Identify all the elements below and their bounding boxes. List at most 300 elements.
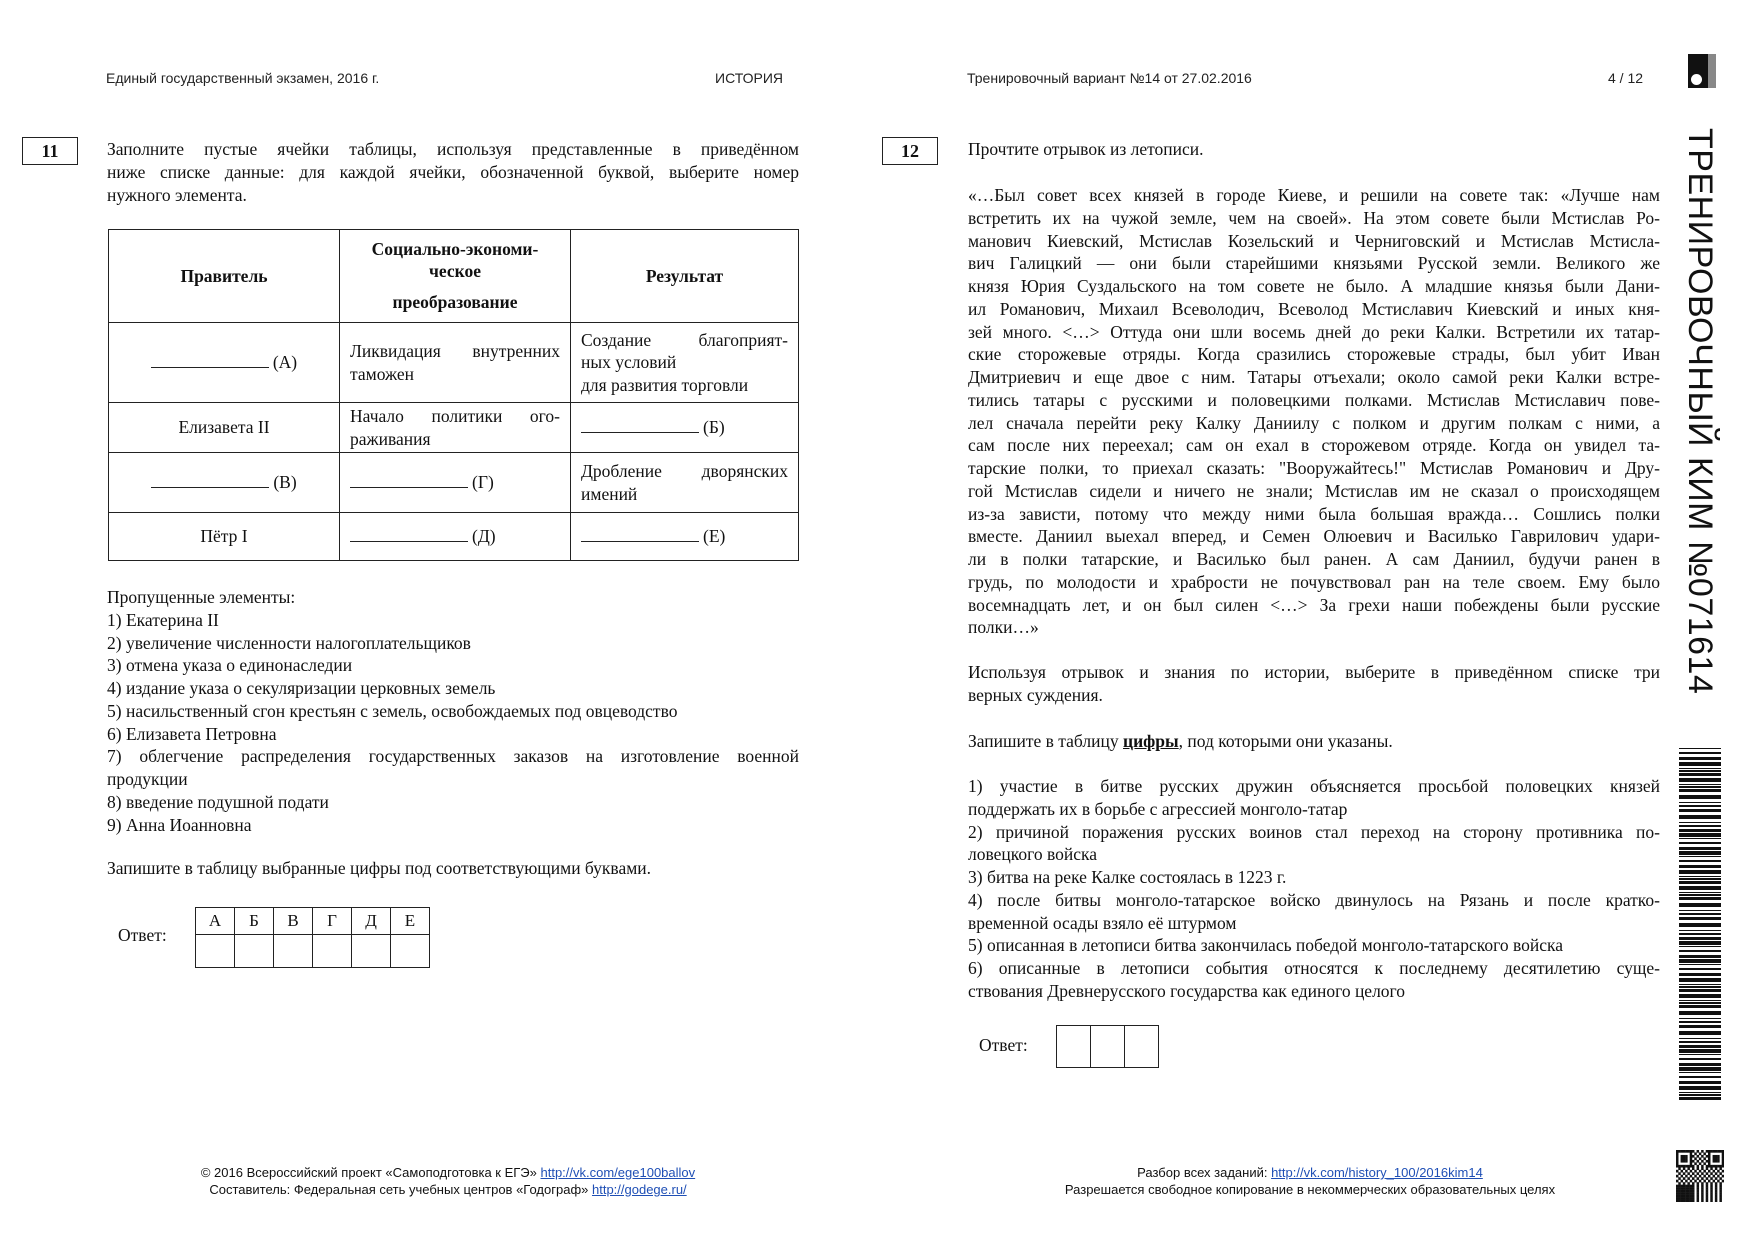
chronicle-passage-line: встретить их на чужой земле, чем на своей». На этом совете были Мстислав Ро-: [968, 207, 1660, 228]
qr-module: [1683, 1185, 1685, 1188]
qr-module: [1701, 1192, 1703, 1195]
qr-module: [1692, 1187, 1694, 1190]
qr-module: [1692, 1185, 1694, 1188]
qr-module: [1715, 1190, 1717, 1193]
qr-module: [1701, 1187, 1703, 1190]
qr-module: [1717, 1165, 1719, 1168]
chronicle-passage-line: восемнадцать лет, и он был силен <…> За грехи наши побеждены были русские: [968, 594, 1660, 615]
qr-module: [1690, 1152, 1692, 1155]
barcode-bar: [1679, 1097, 1721, 1100]
task11-table: [108, 229, 799, 561]
missing-element-line: 4) издание указа о секуляризации церковных земель: [107, 678, 496, 698]
task11-intro-line: Заполните пустые ячейки таблицы, используя представленные в приведённом: [107, 139, 799, 159]
qr-module: [1690, 1157, 1692, 1160]
cell-reform: Ликвидация внутренних таможен: [340, 323, 571, 403]
chronicle-passage-line: манович Киевский, Мстислав Козельский и Черниговский и Мстислав Мстисла-: [968, 230, 1660, 251]
cell-b[interactable]: [571, 403, 799, 453]
qr-module: [1690, 1195, 1692, 1198]
qr-module: [1719, 1182, 1721, 1185]
barcode-bar: [1679, 1000, 1721, 1001]
cell-e[interactable]: [571, 513, 799, 561]
missing-element-line: 9) Анна Иоанновна: [107, 814, 252, 835]
chronicle-passage-line: князя Юрия Суздальского на том совете не было. А младшие князья были Дани-: [968, 276, 1660, 296]
barcode-bar: [1679, 894, 1721, 896]
qr-module: [1690, 1175, 1692, 1178]
qr-module: [1681, 1187, 1683, 1190]
qr-module: [1719, 1150, 1721, 1153]
barcode-bar: [1679, 815, 1721, 819]
qr-module: [1685, 1150, 1687, 1153]
qr-module: [1701, 1177, 1703, 1180]
footer-left1: © 2016 Всероссийский проект «Самоподготовка к ЕГЭ»: [200, 1165, 541, 1180]
qr-module: [1710, 1200, 1712, 1202]
qr-module: [1676, 1187, 1678, 1190]
qr-module: [1710, 1165, 1712, 1168]
qr-module: [1690, 1165, 1692, 1168]
cell-result: Дробление дворянских имений: [571, 453, 799, 513]
qr-module: [1713, 1170, 1715, 1173]
qr-module: [1719, 1190, 1721, 1193]
missing-element-line: 1) Екатерина II: [107, 609, 219, 630]
qr-module: [1697, 1187, 1699, 1190]
qr-module: [1697, 1195, 1699, 1198]
answer-option-line: 1) участие в битве русских дружин объясняется просьбой половецких князей: [968, 776, 1660, 796]
col-header-result: Результат: [571, 230, 799, 323]
qr-module: [1685, 1192, 1687, 1195]
answer-option-line: временной осады взяло её штурмом: [968, 912, 1237, 933]
qr-module: [1710, 1190, 1712, 1193]
qr-module: [1690, 1190, 1692, 1193]
qr-module: [1678, 1195, 1680, 1198]
task11-intro-line: нужного элемента.: [107, 184, 247, 205]
qr-module: [1690, 1162, 1692, 1165]
qr-module: [1715, 1192, 1717, 1195]
qr-module: [1699, 1162, 1701, 1165]
qr-module: [1706, 1150, 1708, 1153]
barcode-bar: [1679, 770, 1721, 772]
qr-module: [1692, 1167, 1694, 1170]
barcode-bar: [1679, 968, 1721, 970]
qr-module: [1708, 1165, 1710, 1168]
qr-module: [1710, 1187, 1712, 1190]
barcode-bar: [1679, 910, 1721, 911]
answer-cell[interactable]: [352, 935, 391, 968]
qr-module: [1717, 1170, 1719, 1173]
qr-module: [1683, 1155, 1685, 1158]
qr-module: [1708, 1155, 1710, 1158]
qr-module: [1708, 1170, 1710, 1173]
link-godege[interactable]: http://godege.ru/: [591, 1182, 687, 1197]
link-vk-ege100ballov[interactable]: http://vk.com/ege100ballov: [540, 1165, 696, 1180]
qr-module: [1687, 1187, 1689, 1190]
qr-module: [1676, 1162, 1678, 1165]
barcode-bar: [1679, 773, 1721, 776]
qr-module: [1719, 1195, 1721, 1198]
qr-module: [1699, 1180, 1701, 1183]
barcode-bar: [1679, 946, 1721, 947]
barcode-bar: [1679, 1067, 1721, 1071]
qr-module: [1717, 1150, 1719, 1153]
write-pre: Запишите в таблицу: [968, 731, 1123, 751]
qr-module: [1678, 1167, 1680, 1170]
missing-element-block: [107, 586, 799, 836]
qr-module: [1678, 1172, 1680, 1175]
qr-module: [1708, 1152, 1710, 1155]
barcode-bar: [1679, 930, 1721, 931]
barcode-bar: [1679, 768, 1721, 769]
qr-module: [1683, 1150, 1685, 1153]
qr-module: [1683, 1187, 1685, 1190]
header-subject: ИСТОРИЯ: [715, 70, 784, 86]
answer-cell[interactable]: [313, 935, 352, 968]
answer-cell-2[interactable]: [1091, 1026, 1125, 1068]
barcode-bar: [1679, 1002, 1721, 1004]
qr-module: [1685, 1197, 1687, 1200]
qr-module: [1701, 1172, 1703, 1175]
answer-letter: В: [274, 908, 313, 935]
cell-label: (Е): [703, 526, 726, 547]
chronicle-passage-line: из-за зависти, потому что между ними была большая вражда… Сошлись полки: [968, 503, 1660, 524]
task12-intro: Прочтите отрывок из летописи.: [968, 139, 1204, 159]
qr-module: [1701, 1167, 1703, 1170]
qr-module: [1692, 1192, 1694, 1195]
qr-module: [1717, 1175, 1719, 1178]
answer-option-line: 5) описанная в летописи битва закончилась победой монголо-татарского войска: [968, 935, 1563, 956]
col-header-ruler: Правитель: [109, 230, 340, 323]
barcode-bar: [1679, 865, 1721, 868]
cell-label: (А): [272, 352, 298, 373]
qr-module: [1676, 1180, 1678, 1183]
qr-module: [1685, 1165, 1687, 1168]
qr-module: [1681, 1185, 1683, 1188]
qr-module: [1676, 1185, 1678, 1188]
logo-mark-icon: [1688, 54, 1716, 88]
qr-module: [1708, 1150, 1710, 1153]
table-row: [109, 453, 799, 513]
qr-module: [1683, 1160, 1685, 1163]
qr-module: [1683, 1192, 1685, 1195]
qr-module: [1687, 1200, 1689, 1202]
qr-module: [1676, 1175, 1678, 1178]
cell-d[interactable]: [340, 513, 571, 561]
barcode-bar: [1679, 933, 1721, 935]
barcode-bar: [1679, 994, 1721, 998]
answer-option-line: 4) после битвы монголо-татарское войско двинулось на Рязань и после кратко-: [968, 889, 1660, 910]
qr-module: [1681, 1155, 1683, 1158]
barcode-bar: [1679, 1094, 1721, 1096]
barcode-bar: [1679, 881, 1721, 884]
barcode-bar: [1679, 860, 1721, 862]
qr-module: [1678, 1200, 1680, 1202]
qr-module: [1697, 1165, 1699, 1168]
answer-cell[interactable]: [391, 935, 430, 968]
qr-module: [1717, 1155, 1719, 1158]
qr-module: [1681, 1200, 1683, 1202]
qr-module: [1690, 1192, 1692, 1195]
qr-module: [1694, 1180, 1696, 1183]
qr-module: [1692, 1160, 1694, 1163]
answer-cell-3[interactable]: [1125, 1026, 1159, 1068]
qr-module: [1701, 1155, 1703, 1158]
qr-module: [1701, 1165, 1703, 1168]
chronicle-passage-line: ил Романович, Михаил Всеволодич, Всеволод Мстиславич Киевский и иных кня-: [968, 298, 1660, 319]
qr-module: [1694, 1162, 1696, 1165]
barcode-bar: [1679, 1058, 1721, 1060]
qr-module: [1722, 1175, 1724, 1178]
qr-module: [1717, 1180, 1719, 1183]
link-vk-history[interactable]: http://vk.com/history_100/2016kim14: [1271, 1165, 1483, 1180]
answer-cell[interactable]: [196, 935, 235, 968]
answer-option-line: ловецкого войска: [968, 844, 1098, 865]
barcode-bar: [1679, 1092, 1721, 1093]
qr-module: [1687, 1165, 1689, 1168]
chronicle-passage-line: тарские полки, то приехал сказать: "Вооружайтесь!" Мстислав Романович и Дру-: [968, 458, 1660, 478]
qr-module: [1706, 1187, 1708, 1190]
qr-module: [1692, 1182, 1694, 1185]
qr-module: [1706, 1190, 1708, 1193]
barcode-bar: [1679, 789, 1721, 792]
barcode-bar: [1679, 1081, 1721, 1084]
qr-module: [1701, 1150, 1703, 1153]
chronicle-passage-line: лел сначала перейти реку Калку Даниилу с полком и другим полкам с ними, а: [968, 412, 1660, 433]
cell-ruler: Елизавета II: [109, 403, 340, 453]
qr-module: [1715, 1197, 1717, 1200]
barcode-bar: [1679, 802, 1721, 803]
barcode-bar: [1679, 1086, 1721, 1090]
barcode-bar: [1679, 1021, 1721, 1023]
qr-module: [1692, 1155, 1694, 1158]
qr-module: [1699, 1175, 1701, 1178]
qr-module: [1708, 1175, 1710, 1178]
qr-module: [1701, 1160, 1703, 1163]
cell-ruler: Пётр I: [109, 513, 340, 561]
qr-module: [1690, 1155, 1692, 1158]
barcode-bar: [1679, 903, 1721, 907]
qr-module: [1715, 1195, 1717, 1198]
barcode-bar: [1679, 1063, 1721, 1066]
qr-module: [1701, 1190, 1703, 1193]
qr-module: [1685, 1200, 1687, 1202]
qr-module: [1710, 1195, 1712, 1198]
qr-module: [1683, 1195, 1685, 1198]
qr-module: [1681, 1195, 1683, 1198]
chronicle-passage-line: Дмитриевич и еще двое с ним. Татары отъехали; около самой реки Калки встре-: [968, 367, 1660, 387]
qr-module: [1685, 1185, 1687, 1188]
barcode-bar: [1679, 752, 1721, 754]
qr-module: [1715, 1172, 1717, 1175]
qr-module: [1713, 1157, 1715, 1160]
qr-module: [1685, 1160, 1687, 1163]
qr-module: [1687, 1195, 1689, 1198]
qr-module: [1706, 1197, 1708, 1200]
qr-module: [1722, 1170, 1724, 1173]
barcode-bar: [1679, 825, 1721, 827]
barcode-bar: [1679, 851, 1721, 855]
write-bold: цифры: [1123, 731, 1179, 751]
qr-module: [1708, 1180, 1710, 1183]
missing-element-line: Пропущенные элементы:: [107, 587, 296, 607]
barcode-bar: [1679, 878, 1721, 880]
cell-a[interactable]: [109, 323, 340, 403]
barcode-bar: [1679, 1076, 1721, 1078]
vertical-title: [1680, 128, 1720, 712]
qr-module: [1681, 1160, 1683, 1163]
barcode-bar: [1679, 833, 1721, 837]
qr-module: [1690, 1187, 1692, 1190]
qr-module: [1694, 1170, 1696, 1173]
qr-module: [1699, 1157, 1701, 1160]
qr-module: [1687, 1197, 1689, 1200]
qr-module: [1690, 1197, 1692, 1200]
qr-module: [1701, 1185, 1703, 1188]
qr-module: [1687, 1150, 1689, 1153]
qr-module: [1710, 1177, 1712, 1180]
qr-module: [1715, 1157, 1717, 1160]
qr-module: [1719, 1167, 1721, 1170]
cell-v[interactable]: [109, 453, 340, 513]
qr-module: [1678, 1192, 1680, 1195]
qr-module: [1690, 1170, 1692, 1173]
qr-module: [1722, 1180, 1724, 1183]
cell-g[interactable]: [340, 453, 571, 513]
qr-module: [1685, 1180, 1687, 1183]
qr-module: [1685, 1190, 1687, 1193]
qr-module: [1687, 1167, 1689, 1170]
barcode-bar: [1679, 1072, 1721, 1073]
qr-module: [1710, 1197, 1712, 1200]
qr-module: [1722, 1155, 1724, 1158]
qr-module: [1685, 1157, 1687, 1160]
footer-right: [1010, 1164, 1610, 1198]
barcode-bar: [1679, 923, 1721, 927]
qr-module: [1681, 1192, 1683, 1195]
table-row: [109, 403, 799, 453]
qr-module: [1706, 1172, 1708, 1175]
qr-module: [1697, 1192, 1699, 1195]
qr-module: [1715, 1200, 1717, 1202]
task12-question-block: [968, 661, 1660, 707]
qr-module: [1719, 1177, 1721, 1180]
qr-module: [1715, 1150, 1717, 1153]
qr-module: [1719, 1165, 1721, 1168]
qr-module: [1676, 1200, 1678, 1202]
barcode-bar: [1679, 989, 1721, 992]
table-row: [109, 323, 799, 403]
task11-answer-label: Ответ:: [118, 925, 167, 945]
qr-module: [1706, 1195, 1708, 1198]
missing-element-line: 5) насильственный сгон крестьян с земель, освобождаемых под овцеводство: [107, 700, 678, 721]
qr-module: [1706, 1160, 1708, 1163]
qr-module: [1676, 1170, 1678, 1173]
barcode-bar: [1679, 1011, 1721, 1015]
qr-module: [1697, 1177, 1699, 1180]
qr-module: [1722, 1150, 1724, 1153]
qr-module: [1713, 1150, 1715, 1153]
qr-module: [1692, 1172, 1694, 1175]
chronicle-passage-line: сам после них переехал; сам он ехал в сторожевом отряде. Когда он увидел та-: [968, 435, 1660, 456]
qr-module: [1697, 1167, 1699, 1170]
footer-left2: Составитель: Федеральная сеть учебных центров «Годограф»: [209, 1182, 592, 1197]
barcode-bar: [1679, 955, 1721, 958]
barcode-bar: [1679, 917, 1721, 920]
qr-module: [1697, 1155, 1699, 1158]
barcode-bar: [1679, 1031, 1721, 1035]
chronicle-passage-line: грудь, по молодости и храбрости не почувствовал ран на теле своем. Ему было: [968, 571, 1660, 592]
barcode-bar: [1679, 1041, 1721, 1043]
barcode-bar: [1679, 842, 1721, 844]
qr-module: [1701, 1197, 1703, 1200]
qr-module: [1681, 1157, 1683, 1160]
barcode-bar: [1679, 959, 1721, 963]
barcode-bar: [1679, 778, 1721, 782]
cell-label: (Г): [472, 472, 494, 493]
qr-module: [1701, 1200, 1703, 1202]
qr-module: [1708, 1157, 1710, 1160]
qr-module: [1692, 1195, 1694, 1198]
barcode-bar: [1679, 1049, 1721, 1053]
qr-module: [1722, 1165, 1724, 1168]
barcode-bar: [1679, 786, 1721, 788]
qr-code-icon: [1676, 1150, 1724, 1202]
chronicle-passage-line: вич Галицкий — они были старейшими князьями Русской земли. Великого же: [968, 253, 1660, 274]
chronicle-passage-block: [968, 184, 1660, 639]
qr-module: [1717, 1157, 1719, 1160]
answer-letter: Д: [352, 908, 391, 935]
qr-module: [1685, 1155, 1687, 1158]
qr-module: [1706, 1200, 1708, 1202]
qr-module: [1719, 1192, 1721, 1195]
barcode-bar: [1679, 950, 1721, 952]
qr-module: [1706, 1167, 1708, 1170]
qr-module: [1692, 1150, 1694, 1153]
qr-module: [1715, 1185, 1717, 1188]
qr-module: [1719, 1200, 1721, 1202]
answer-cell[interactable]: [235, 935, 274, 968]
header-variant: Тренировочный вариант №14 от 27.02.2016: [967, 70, 1252, 86]
barcode-bar: [1679, 973, 1721, 976]
qr-module: [1703, 1162, 1705, 1165]
qr-module: [1681, 1170, 1683, 1173]
cell-reform: Начало политики ого- раживания: [340, 403, 571, 453]
qr-module: [1678, 1197, 1680, 1200]
qr-module: [1687, 1182, 1689, 1185]
chronicle-passage-line: «…Был совет всех князей в городе Киеве, и решили на совете так: «Лучше нам: [968, 185, 1660, 205]
qr-module: [1710, 1182, 1712, 1185]
qr-module: [1697, 1197, 1699, 1200]
cell-label: (Д): [472, 526, 496, 547]
qr-module: [1719, 1197, 1721, 1200]
barcode-bar: [1679, 876, 1721, 877]
chronicle-passage-line: вместе. Даниил выехал вперед, и Семен Олюевич и Василько Гаврилович удари-: [968, 526, 1660, 547]
qr-module: [1694, 1175, 1696, 1178]
qr-module: [1701, 1195, 1703, 1198]
qr-module: [1692, 1177, 1694, 1180]
barcode-bar: [1679, 986, 1721, 988]
qr-module: [1681, 1180, 1683, 1183]
qr-module: [1692, 1197, 1694, 1200]
qr-module: [1708, 1162, 1710, 1165]
barcode-bar: [1679, 984, 1721, 985]
footer-right1: Разбор всех заданий:: [1137, 1165, 1272, 1180]
qr-module: [1683, 1197, 1685, 1200]
chronicle-passage-line: зей много. <…> Оттуда они шли восемь дней до реки Калки. Встретили их татар-: [968, 321, 1660, 342]
qr-module: [1683, 1165, 1685, 1168]
cell-label: (Б): [703, 417, 725, 438]
answer-cell[interactable]: [274, 935, 313, 968]
answer-cell-1[interactable]: [1057, 1026, 1091, 1068]
qr-module: [1697, 1190, 1699, 1193]
barcode-bar: [1679, 748, 1721, 749]
